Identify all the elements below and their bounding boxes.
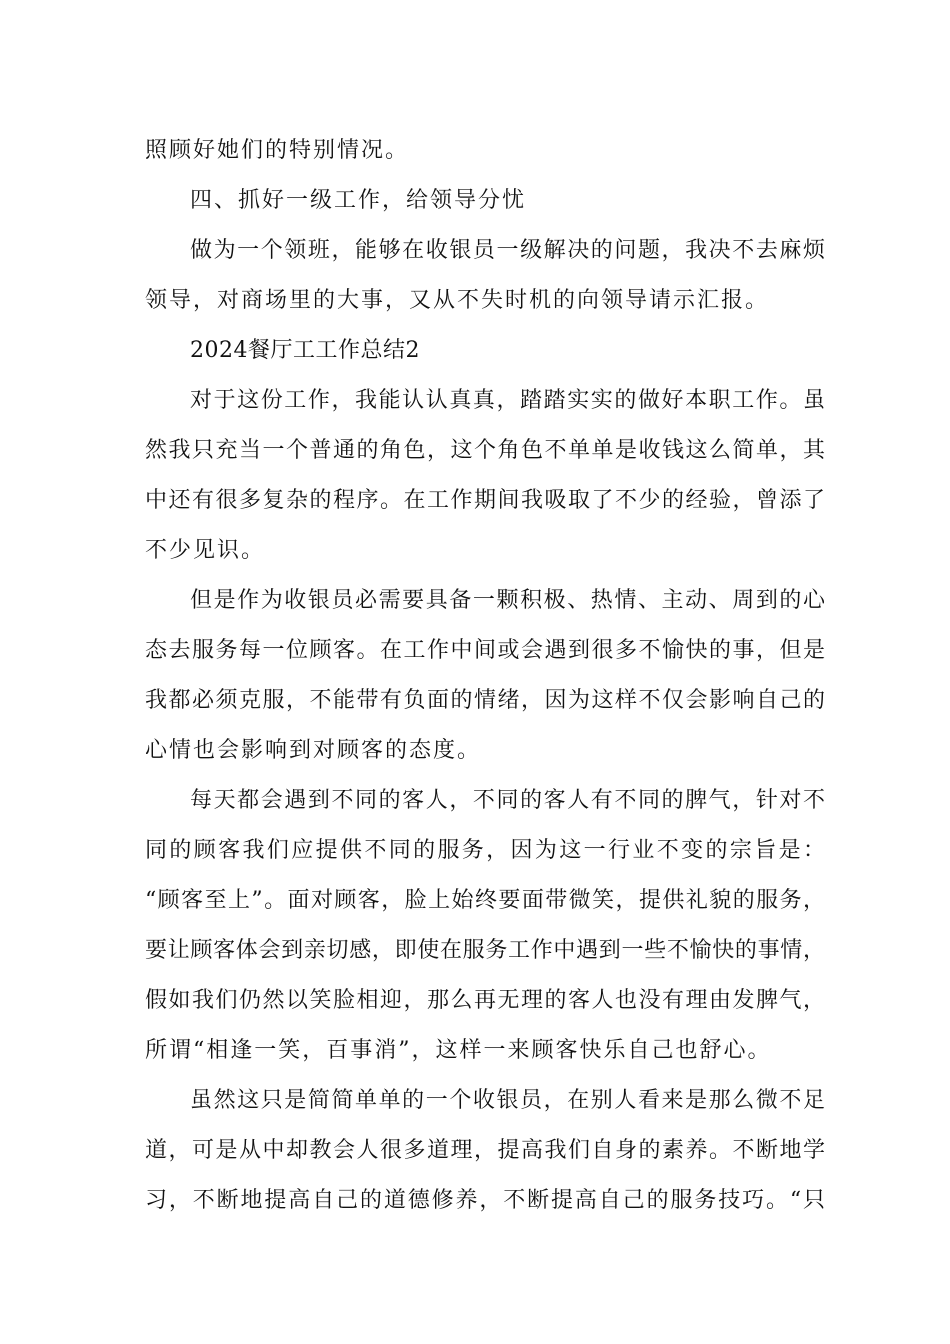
body-text-line: 要让顾客体会到亲切感，即使在服务工作中遇到一些不愉快的事情， bbox=[145, 938, 825, 963]
body-text-line: 中还有很多复杂的程序。在工作期间我吸取了不少的经验，曾添了 bbox=[145, 488, 825, 513]
section-title: 2024餐厅工工作总结2 bbox=[190, 338, 420, 363]
body-text-line: 不少见识。 bbox=[145, 538, 266, 563]
body-text-line: 做为一个领班，能够在收银员一级解决的问题，我决不去麻烦 bbox=[190, 238, 825, 263]
body-text-line: 领导，对商场里的大事，又从不失时机的向领导请示汇报。 bbox=[145, 288, 770, 313]
body-text-line: 道，可是从中却教会人很多道理，提高我们自身的素养。不断地学 bbox=[145, 1138, 825, 1163]
body-text-line: 我都必须克服，不能带有负面的情绪，因为这样不仅会影响自己的 bbox=[145, 688, 825, 713]
section-heading: 四、抓好一级工作，给领导分忧 bbox=[190, 188, 527, 213]
body-text-line: 照顾好她们的特别情况。 bbox=[145, 138, 410, 163]
body-text-line: 虽然这只是简简单单的一个收银员，在别人看来是那么微不足 bbox=[190, 1088, 825, 1113]
body-text-line: 每天都会遇到不同的客人，不同的客人有不同的脾气，针对不 bbox=[190, 788, 825, 813]
body-text-line: 所谓“相逢一笑，百事消”，这样一来顾客快乐自己也舒心。 bbox=[145, 1038, 772, 1063]
body-text-line: 态去服务每一位顾客。在工作中间或会遇到很多不愉快的事，但是 bbox=[145, 638, 825, 663]
body-text-line: “顾客至上”。面对顾客，脸上始终要面带微笑，提供礼貌的服务， bbox=[145, 888, 825, 913]
body-text-line: 同的顾客我们应提供不同的服务，因为这一行业不变的宗旨是： bbox=[145, 838, 825, 863]
body-text-line: 对于这份工作，我能认认真真，踏踏实实的做好本职工作。虽 bbox=[190, 388, 825, 413]
body-text-line: 然我只充当一个普通的角色，这个角色不单单是收钱这么简单，其 bbox=[145, 438, 825, 463]
body-text-line: 心情也会影响到对顾客的态度。 bbox=[145, 738, 482, 763]
body-text-line: 习，不断地提高自己的道德修养，不断提高自己的服务技巧。“只 bbox=[145, 1188, 825, 1213]
body-text-line: 假如我们仍然以笑脸相迎，那么再无理的客人也没有理由发脾气， bbox=[145, 988, 825, 1013]
body-text-line: 但是作为收银员必需要具备一颗积极、热情、主动、周到的心 bbox=[190, 588, 825, 613]
